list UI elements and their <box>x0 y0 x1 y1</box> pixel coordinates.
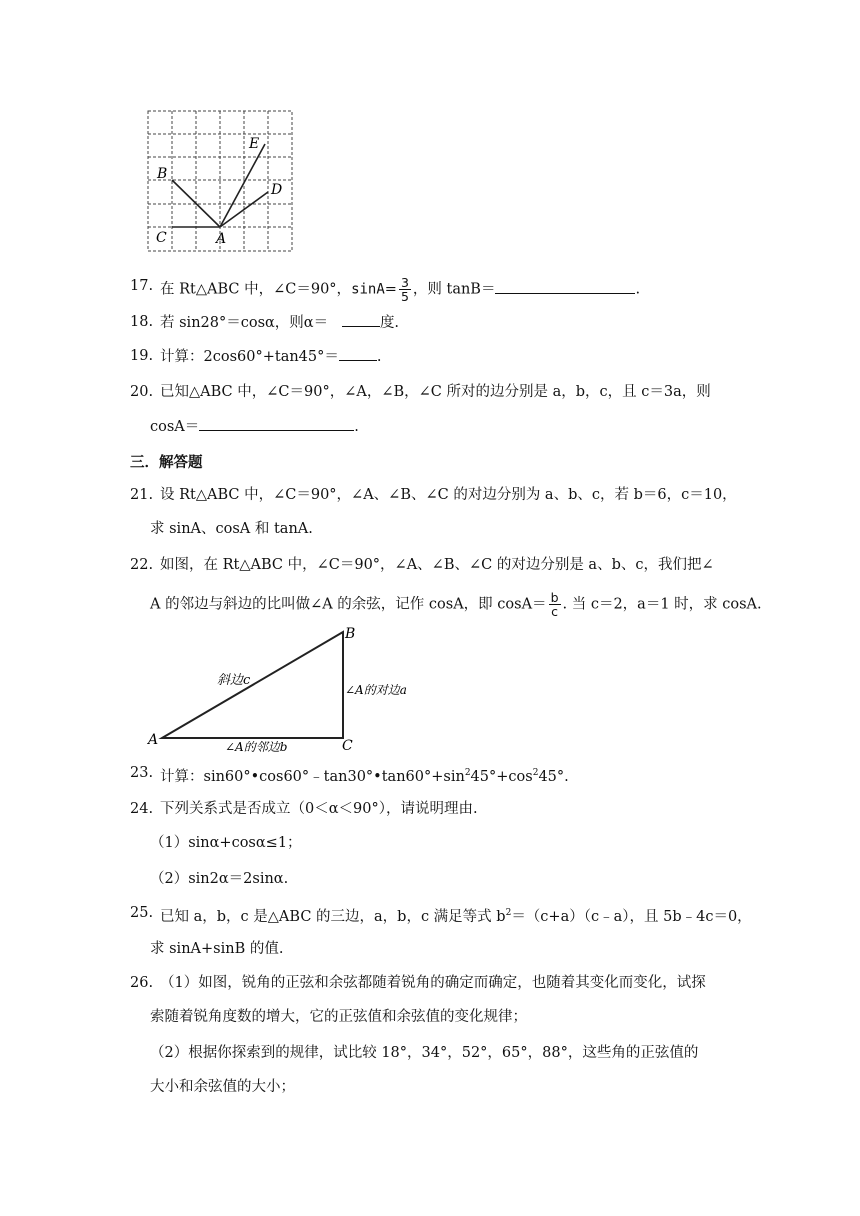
q17-number: 17. <box>130 278 154 294</box>
label-D: D <box>271 182 283 198</box>
q17-text-a: 在 Rt△ABC 中，∠C＝90°， <box>160 281 352 298</box>
q20-number: 20. <box>130 384 154 400</box>
q22-text-line1: 如图，在 Rt△ABC 中，∠C＝90°，∠A、∠B、∠C 的对边分别是 a、b、c，我们把∠ <box>160 557 714 573</box>
label-E: E <box>249 136 260 152</box>
q23-number: 23. <box>130 765 154 781</box>
q17-text-b: ，则 tanB＝ <box>412 281 496 298</box>
grid-lines <box>148 111 292 251</box>
q19-answer-blank[interactable] <box>339 346 377 361</box>
q24-number: 24. <box>130 801 154 817</box>
triangle-adjacent-label: ∠A的邻边b <box>225 740 288 754</box>
q26-number: 26. <box>130 975 154 991</box>
q17-fraction: $\frac{3}{5}$ <box>400 275 409 304</box>
triangle-label-B: B <box>345 626 356 642</box>
label-C: C <box>156 230 167 246</box>
q18-answer-blank[interactable] <box>342 312 380 327</box>
q17-answer-blank[interactable] <box>495 279 635 294</box>
q22-fraction: $\frac{b}{c}$ <box>550 590 559 619</box>
q25-text-a: 已知 a，b，c 是△ABC 的三边，a，b，c 满足等式 b <box>160 908 506 925</box>
q19-number: 19. <box>130 348 154 364</box>
triangle-hypotenuse-label: 斜边c <box>217 673 251 688</box>
q25-number: 25. <box>130 905 154 921</box>
triangle-opposite-label: ∠A的对边a <box>345 683 407 697</box>
grid-figure <box>145 108 295 254</box>
q26-sub2-text-line2: 大小和余弦值的大小； <box>150 1079 295 1095</box>
q20-text-line2: cosA＝ <box>150 419 200 435</box>
q20-text-line1: 已知△ABC 中，∠C＝90°，∠A，∠B，∠C 所对的边分别是 a，b，c，且 c＝3a，则 <box>160 384 711 400</box>
q26-text-line1: （1）如图，锐角的正弦和余弦都随着锐角的确定而确定，也随着其变化而变化，试探 <box>160 975 706 991</box>
q18-text-a: 若 sin28°＝cosα，则α＝ <box>160 315 329 331</box>
q17-sin-label: sinA <box>351 281 385 298</box>
q18-number: 18. <box>130 314 154 330</box>
q21-text-line1: 设 Rt△ABC 中，∠C＝90°，∠A、∠B、∠C 的对边分别为 a、b、c，若 b＝6，c＝10， <box>160 487 737 503</box>
q21-text-line2: 求 sinA、cosA 和 tanA. <box>150 521 313 537</box>
triangle-figure <box>145 624 420 754</box>
q19-text-a: 计算：2cos60°+tan45°＝ <box>160 349 339 365</box>
q22-text-line2-b: . 当 c＝2，a＝1 时，求 cosA. <box>562 596 762 613</box>
q26-text-line2: 索随着锐角度数的增大，它的正弦值和余弦值的变化规律； <box>150 1009 527 1025</box>
q25-text-b: ＝（c+a）（c﹣a），且 5b﹣4c＝0， <box>511 908 752 925</box>
q26-sub2-text-line1: （2）根据你探索到的规律，试比较 18°，34°，52°，65°，88°，这些角的正弦值的 <box>150 1045 699 1061</box>
q21-number: 21. <box>130 487 154 503</box>
q22-text-line2-a: A 的邻边与斜边的比叫做∠A 的余弦，记作 cosA，即 cosA＝ <box>150 596 547 613</box>
q25-text-line2: 求 sinA+sinB 的值. <box>150 941 284 957</box>
triangle-shape <box>162 632 343 738</box>
triangle-label-A: A <box>148 732 159 748</box>
section-3-title: 三．解答题 <box>130 454 203 471</box>
q20-answer-blank[interactable] <box>199 416 354 431</box>
q24-sub1-text: （1）sinα+cosα≤1； <box>150 835 302 851</box>
q23-text-b: 45°+cos <box>470 768 533 785</box>
q22-number: 22. <box>130 557 154 573</box>
q23-text-a: 计算：sin60°•cos60°﹣tan30°•tan60°+sin <box>160 768 465 785</box>
label-B: B <box>157 166 168 182</box>
q18-text-b: 度. <box>379 315 400 331</box>
q23-text-c: 45°. <box>538 768 569 785</box>
q24-sub2-text: （2）sin2α＝2sinα. <box>150 871 289 887</box>
label-A: A <box>216 231 227 247</box>
q24-text-line1: 下列关系式是否成立（0＜α＜90°），请说明理由. <box>160 801 478 817</box>
triangle-label-C: C <box>342 738 353 754</box>
